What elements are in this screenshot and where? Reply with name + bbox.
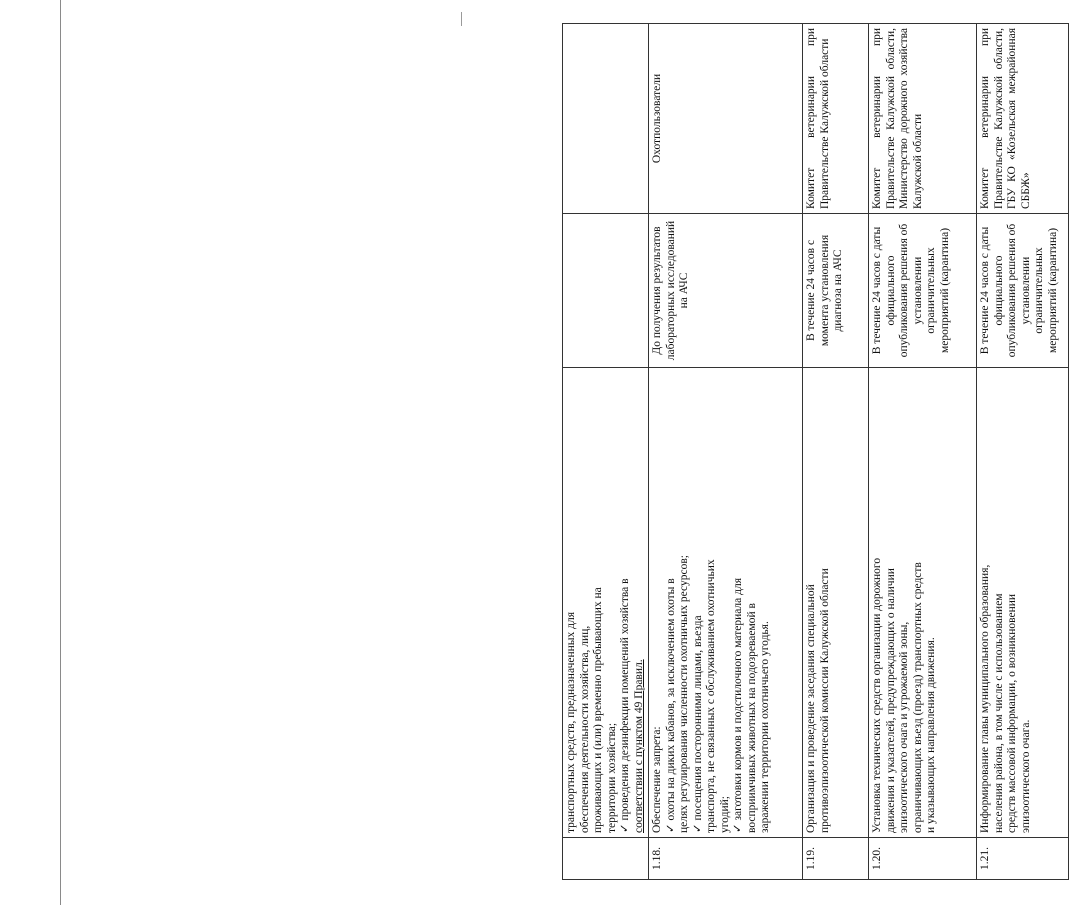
action-line: ✓ посещения посторонними лицами, въезда (691, 615, 704, 833)
row-number (563, 838, 649, 880)
action-line: Установка технических средств организации дорожного (871, 557, 883, 833)
action-line: соответствии с пунктом 49 Правил. (632, 659, 645, 833)
row-number: 1.18. (649, 838, 803, 880)
action-line: восприимчивых животных на подозреваемой в (745, 603, 758, 833)
action-line: проживающих и (или) временно пребывающих на (592, 587, 604, 833)
action-line: средств массовой информации, о возникновении (1006, 593, 1018, 833)
table-row (563, 24, 649, 880)
action-line: заражении территории охотничьего угодья. (759, 621, 771, 833)
action-cell (977, 368, 1069, 838)
action-line: Организация и проведение заседания специальной (805, 584, 817, 833)
measures-table (562, 23, 1069, 880)
term-cell: В течение 24 часов с даты официального опубликования решения об установлении ограничительных мероприятий (карантина) (977, 214, 1069, 368)
action-line: Обеспечение запрета: (651, 726, 663, 833)
action-line: движения и указателей, предупреждающих о наличии (884, 568, 897, 833)
document-table-wrapper (562, 24, 1066, 880)
table-row (869, 24, 977, 880)
action-cell (563, 368, 649, 838)
action-line: и указывающих направления движения. (925, 637, 937, 833)
responsible-cell: Комитет ветеринарии при Правительстве Калужской области, Министерство дорожного хозяйства Калужской области (869, 24, 977, 214)
action-line: обеспечения деятельности хозяйства, лиц, (578, 625, 591, 833)
row-number: 1.19. (803, 838, 869, 880)
action-line: ✓ охоты на диких кабанов, за исключением охоты в (664, 578, 677, 833)
responsible-cell: Комитет ветеринарии при Правительстве Калужской области (803, 24, 869, 214)
action-line: ограничивающих въезд (проезд) транспортных средств (911, 562, 924, 833)
action-line: транспортных средств, предназначенных для (565, 611, 577, 833)
action-line: территории хозяйства; (605, 722, 618, 833)
term-cell (563, 214, 649, 368)
term-cell: В течение 24 часов с даты официального опубликования решения об установлении ограничительных мероприятий (карантина) (869, 214, 977, 368)
term-cell: До получения результатов лабораторных исследований на АЧС (649, 214, 803, 368)
action-cell (869, 368, 977, 838)
action-line: ✓ проведения дезинфекции помещений хозяйства в (619, 578, 631, 833)
action-cell (803, 368, 869, 838)
action-line: целях регулирования численности охотничьих ресурсов; (678, 555, 690, 833)
responsible-cell: Комитет ветеринарии при Правительстве Калужской области, ГБУ КО «Козельская межрайонная СББЖ» (977, 24, 1069, 214)
responsible-cell (563, 24, 649, 214)
action-line: населения района, в том числе с использованием (992, 593, 1005, 833)
action-line: Информирование главы муниципального образования, (979, 564, 991, 833)
action-line: эпизоотического очага. (1019, 719, 1032, 833)
table-row (649, 24, 803, 880)
row-number: 1.20. (869, 838, 977, 880)
action-line: ✓ заготовки кормов и подстилочного материала для (732, 577, 744, 833)
responsible-cell: Охотпользователи (649, 24, 803, 214)
action-line: эпизоотического очага и угрожаемой зоны, (898, 621, 910, 833)
action-line: угодий; (718, 796, 731, 833)
term-cell: В течение 24 часов с момента установления диагноза на АЧС (803, 214, 869, 368)
table-row (977, 24, 1069, 880)
action-cell (649, 368, 803, 838)
action-line: транспорта, не связанных с обслуживанием охотничьих (705, 559, 717, 833)
action-line: противоэпизоотической комиссии Калужской области (818, 568, 831, 833)
table-row (803, 24, 869, 880)
row-number: 1.21. (977, 838, 1069, 880)
